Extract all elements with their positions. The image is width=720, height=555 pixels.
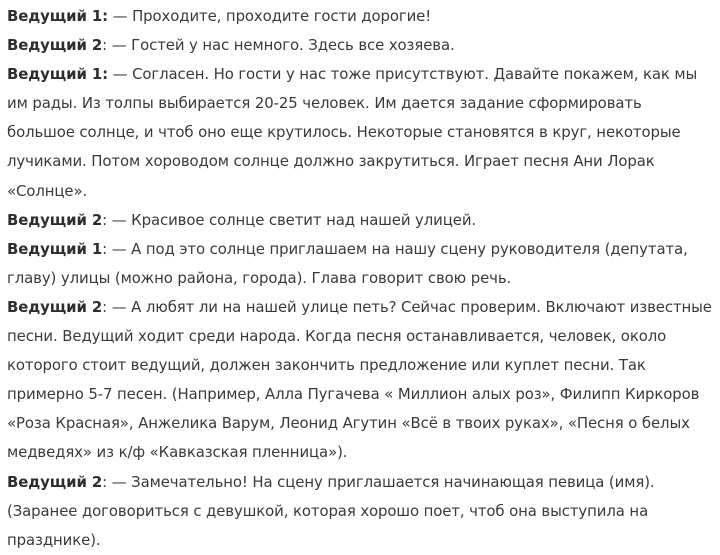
dialogue-line-1	[7, 2, 714, 31]
speaker-label: Ведущий 2	[7, 297, 103, 316]
line-text: : — Красивое солнце светит над нашей улицей.	[102, 210, 477, 229]
speaker-label: Ведущий 1	[7, 239, 103, 258]
line-text: — Согласен. Но гости у нас тоже присутствуют. Давайте покажем, как мы им рады. Из толпы выбирается 20-25 человек. Им дается задание сформировать большое солнце, и чтоб оно еще крутилось. Некоторые становятся в круг, некоторые лучиками. Потом хороводом солнце должно закрутиться. Играет песня Ани Лорак «Солнце».	[7, 65, 698, 200]
dialogue-line-2	[7, 31, 714, 60]
dialogue-line-7	[7, 468, 714, 555]
dialogue-line-5	[7, 235, 714, 293]
dialogue-line-4	[7, 206, 714, 235]
line-text: : — А под это солнце приглашаем на нашу сцену руководителя (депутата, главу) улицы (можно района, города). Глава говорит свою речь.	[7, 239, 688, 287]
speaker-label: Ведущий 2	[7, 472, 103, 491]
line-text: : — А любят ли на нашей улице петь? Сейчас проверим. Включают известные песни. Ведущий ходит среди народа. Когда песня останавливается, человек, около которого стоит ведущий, должен закончить предложение или куплет песни. Так примерно 5-7 песен. (Например, Алла Пугачева « Миллион алых роз», Филипп Киркоров «Роза Красная», Анжелика Варум, Леонид Агутин «Всё в твоих руках», «Песня о белых медведях» из к/ф «Кавказская пленница»).	[7, 297, 712, 462]
speaker-label: Ведущий 2	[7, 36, 103, 55]
dialogue-line-3	[7, 60, 714, 205]
line-text: : — Гостей у нас немного. Здесь все хозяева.	[102, 36, 455, 55]
speaker-label: Ведущий 2	[7, 210, 103, 229]
speaker-label: Ведущий 1:	[7, 7, 109, 25]
line-text: : — Замечательно! На сцену приглашается начинающая певица (имя). (Заранее договориться с девушкой, которая хорошо поет, чтоб она выступила на празднике).	[7, 472, 655, 549]
dialogue-line-6	[7, 293, 714, 468]
line-text: — Проходите, проходите гости дорогие!	[108, 7, 432, 25]
speaker-label: Ведущий 1:	[7, 65, 109, 84]
